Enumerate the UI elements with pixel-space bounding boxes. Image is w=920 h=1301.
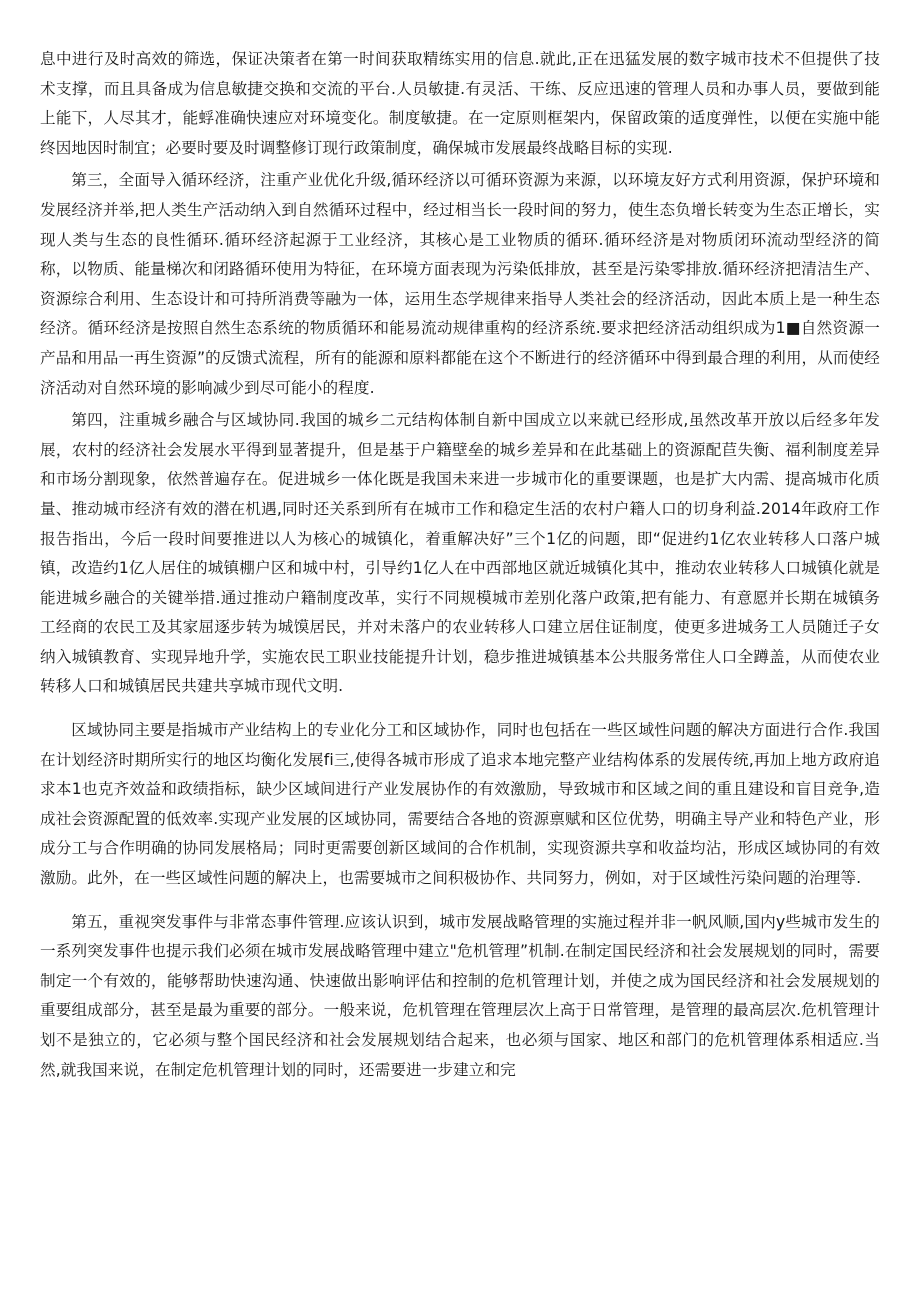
paragraph-regional-coordination: 区域协同主要是指城市产业结构上的专业化分工和区域协作，同时也包括在一些区域性问题的解决方面进行合作.我国在计划经济时期所实行的地区均衡化发展fi三,使得各城市形成了追求本地完整产业结构体系的发展传统,再加上地方政府追求本1也克齐效益和政绩指标，缺少区域间进行产业发展协作的有效激励，导致城市和区域之间的重且建设和盲目竞争,造成社会资源配置的低效率.实现产业发展的区域协同，需要结合各地的资源禀赋和区位优势，明确主导产业和特色产业，形成分工与合作明确的协同发展格局；同时更需要创新区域间的合作机制，实现资源共享和收益均沾，形成区域协同的有效激励。此外，在一些区域性问题的解决上，也需要城市之间积极协作、共同努力，例如，对于区域性污染问题的治理等. [40, 721, 880, 888]
paragraph-information-agility: 息中进行及时高效的筛选，保证决策者在第一时间获取精练实用的信息.就此,正在迅猛发展的数字城市技术不但提供了技术支撑，而且具备成为信息敏捷交换和交流的平台.人员敏捷.有灵活、干练、反应迅速的管理人员和办事人员，要做到能上能下，人尽其才，能蜉准确快速应对环境变化。制度敏捷。在一定原则框架内，保留政策的适度弹性，以便在实施中能终因地因时制宜；必要时要及时调整修订现行政策制度，确保城市发展最终战略目标的实现. [40, 50, 880, 157]
paragraph-urban-rural-integration: 第四，注重城乡融合与区域协同.我国的城乡二元结构体制自新中国成立以来就已经形成,虽然改革开放以后经多年发展，农村的经济社会发展水平得到显著提升，但是基于户籍壁垒的城乡差异和在此基础上的资源配苣失衡、福利制度差异和市场分割现象，依然普遍存在。促进城乡一体化既是我国未来进一步城市化的重要课题，也是扩大内需、提高城市化质量、推动城市经济有效的潜在机遇,同时还关系到所有在城市工作和稳定生活的农村户籍人口的切身利益.2014年政府工作报告指出，今后一段时间要推进以人为核心的城镇化，着重解决好”三个1亿的问题，即“促进约1亿农业转移人口落户城镇，改造约1亿人居住的城镇棚户区和城中村，引导约1亿人在中西部地区就近城镇化其中，推动农业转移人口城镇化就是能进城乡融合的关键举措.通过推动户籍制度改革，实行不同规模城市差别化落户政策,把有能力、有意愿并长期在城镇务工经商的农民工及其家屈逐步转为城馍居民，并对未落户的农业转移人口建立居住证制度，使更多进城务工人员随迁子女纳入城镇教育、实现异地升学，实施农民工职业技能提升计划，稳步推进城镇基本公共服务常住人口全蹲盖，从而使农业转移人口和城镇居民共建共享城市现代文明. [40, 411, 880, 696]
paragraph-circular-economy: 第三，全面导入循环经济，注重产业优化升级,循环经济以可循环资源为来源，以环境友好方式利用资源，保护环境和发展经济并举,把人类生产活动纳入到自然循环过程中，经过相当长一段时间的努力，使生态负增长转变为生态正增长，实现人类与生态的良性循环.循环经济起源于工业经济，其核心是工业物质的循环.循环经济是对物质闭环流动型经济的简称，以物质、能量梯次和闭路循环使用为特征，在环境方面表现为污染低排放，甚至是污染零排放.循环经济把清洁生产、资源综合利用、生态设计和可持所消费等融为一体，运用生态学规律来指导人类社会的经济活动，因此本质上是一种生态经济。循环经济是按照自然生态系统的物质循环和能易流动规律重构的经济系统.要求把经济活动组织成为1■自然资源一产品和用品一再生资源”的反馈式流程，所有的能源和原料都能在这个不断进行的经济循环中得到最合理的利用，从而使经济活动对自然环境的影响减少到尽可能小的程度. [40, 171, 880, 397]
paragraph-crisis-management: 第五，重视突发事件与非常态事件管理.应该认识到，城市发展战略管理的实施过程并非一帆风顺,国内y些城市发生的一系列突发事件也提示我们必须在城市发展战略管理中建立"危机管理”机制.在制定国民经济和社会发展规划的同时，需要制定一个有效的，能够帮助快速沟通、快速做出影响评估和控制的危机管理计划，并使之成为国民经济和社会发展规划的重要组成部分，甚至是最为重要的部分。一般来说，危机管理在管理层次上高于日常管理，是管理的最高层次.危机管理计划不是独立的，它必须与整个国民经济和社会发展规划结合起来，也必须与国家、地区和部门的危机管理体系相适应.当然,就我国来说，在制定危机管理计划的同时，还需要进一步建立和完 [40, 912, 880, 1079]
